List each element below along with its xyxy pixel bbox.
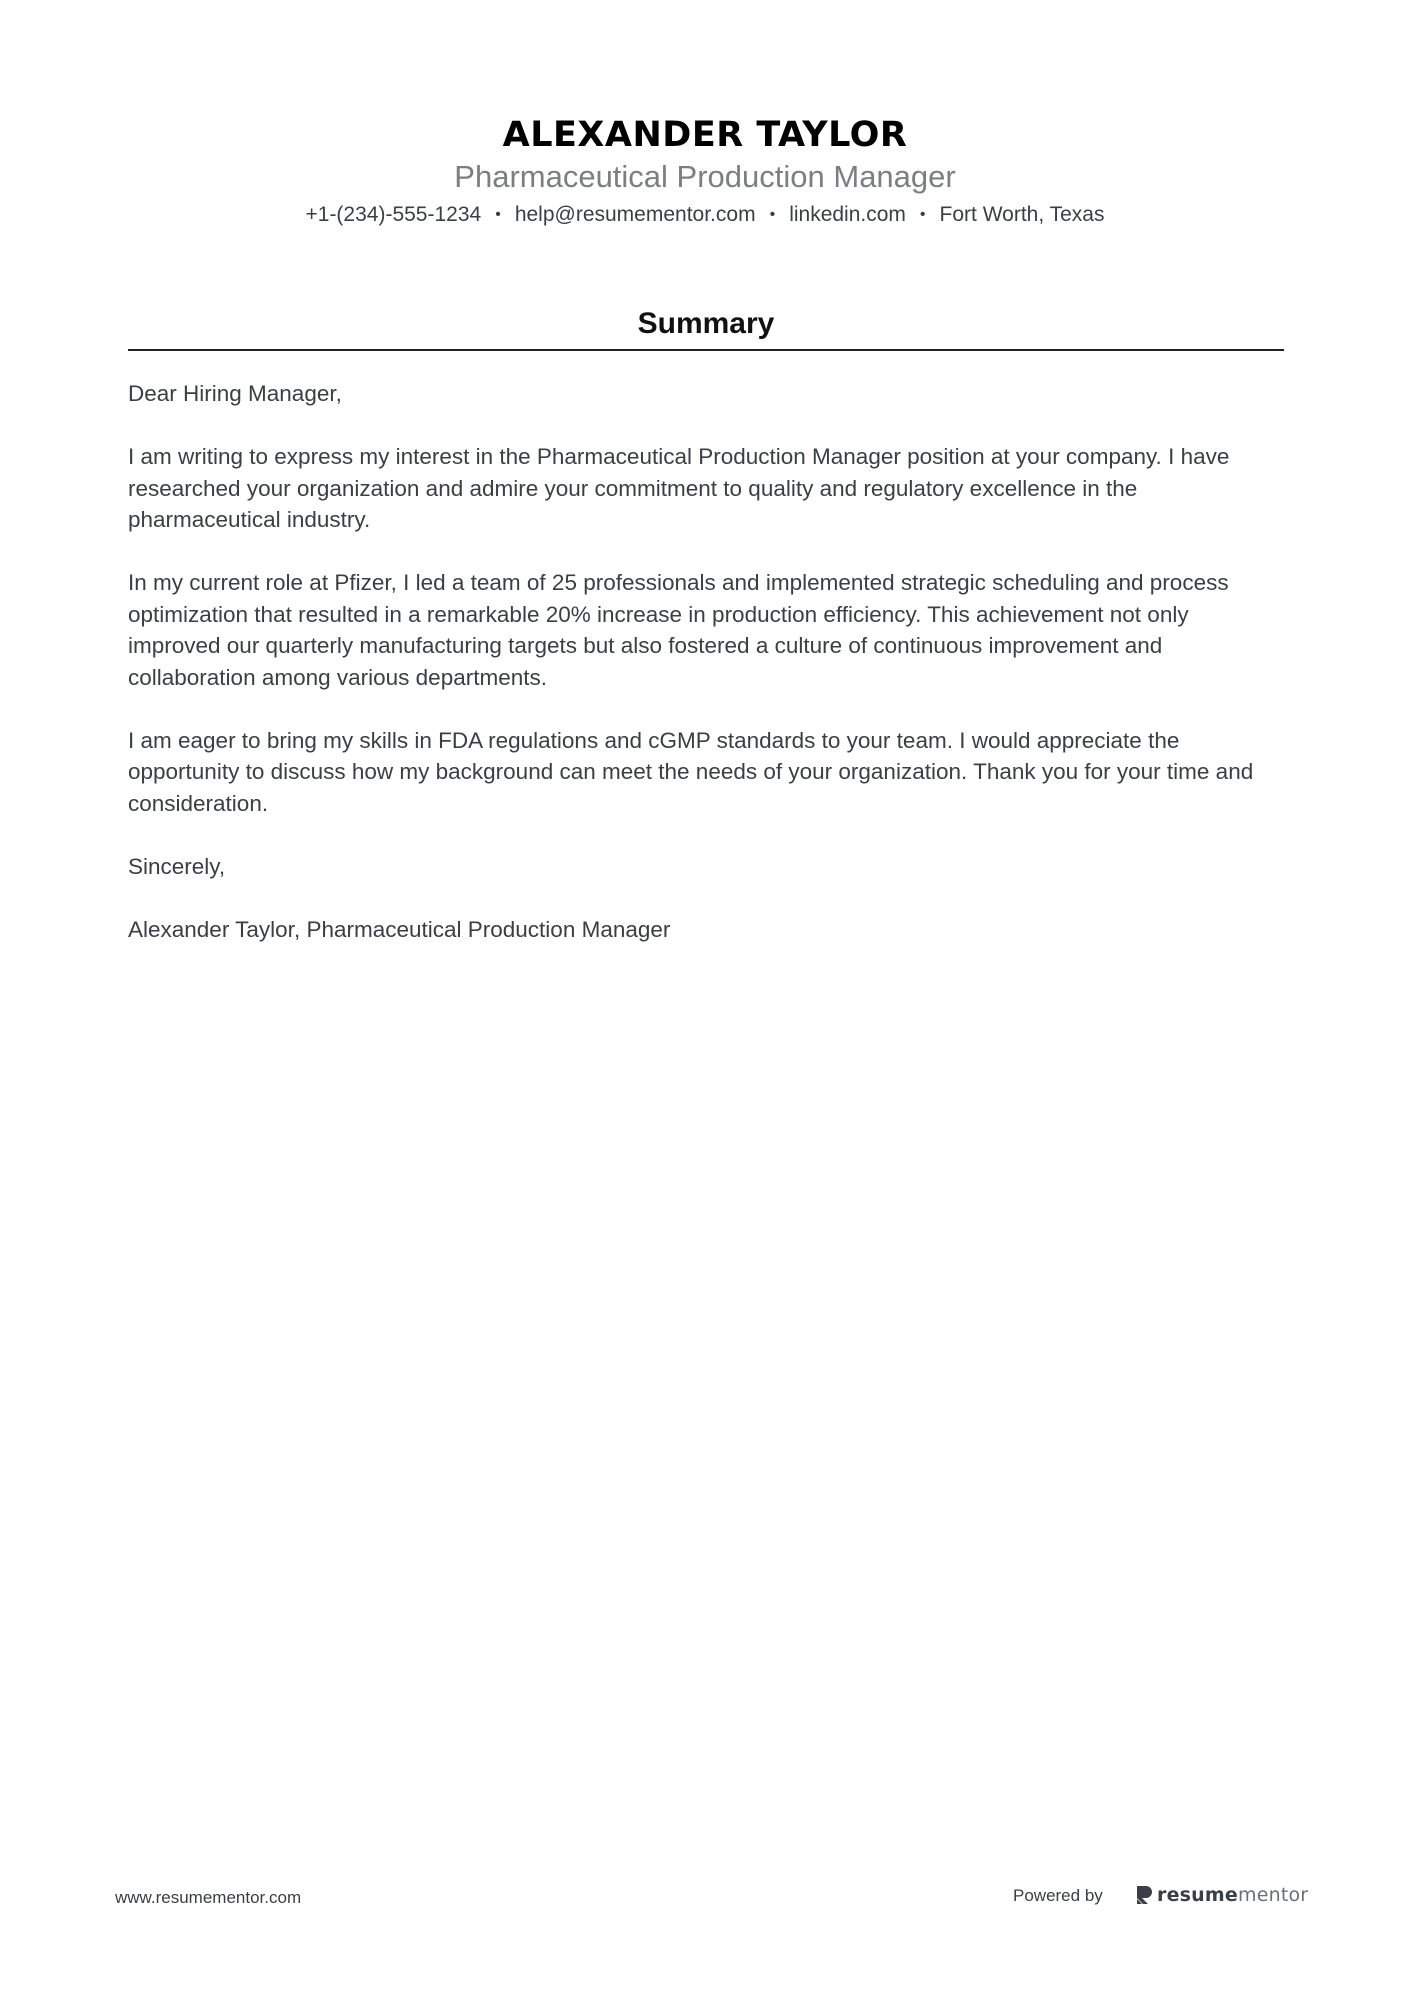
letter-header xyxy=(0,112,1410,230)
brand-wordmark-bold: resume xyxy=(1157,1884,1238,1906)
contact-separator: • xyxy=(769,206,776,223)
brand-logo[interactable] xyxy=(1135,1880,1308,1910)
contact-line xyxy=(0,200,1410,230)
resumementor-logo-icon xyxy=(1135,1884,1153,1906)
letter-paragraph: In my current role at Pfizer, I led a team of 25 professionals and implemented strategic scheduling and process optimization that resulted in a remarkable 20% increase in production efficiency. This achievement not only improved our quarterly manufacturing targets but also fostered a culture of continuous improvement and collaboration among various departments. xyxy=(128,570,1229,690)
letter-body xyxy=(128,378,1284,977)
letter-greeting: Dear Hiring Manager, xyxy=(128,381,342,406)
contact-separator: • xyxy=(495,206,501,223)
letter-closing: Sincerely, xyxy=(128,853,226,879)
contact-separator: • xyxy=(919,206,926,223)
contact-email[interactable]: help@resumementor.com xyxy=(514,203,756,226)
contact-linkedin[interactable]: linkedin.com xyxy=(789,203,906,226)
applicant-name: ALEXANDER TAYLOR xyxy=(502,115,908,155)
brand-wordmark-light: mentor xyxy=(1237,1884,1309,1906)
powered-by-label: Powered by xyxy=(1013,1886,1103,1905)
letter-signature: Alexander Taylor, Pharmaceutical Production Manager xyxy=(128,916,671,942)
section-divider xyxy=(128,349,1284,351)
applicant-role: Pharmaceutical Production Manager xyxy=(454,159,956,194)
footer-website-link[interactable]: www.resumementor.com xyxy=(115,1888,302,1907)
contact-location: Fort Worth, Texas xyxy=(939,203,1105,226)
letter-paragraph: I am eager to bring my skills in FDA regulations and cGMP standards to your team. I would appreciate the opportunity to discuss how my background can meet the needs of your organization. Thank you for your time and consideration. xyxy=(128,727,1254,816)
section-title: Summary xyxy=(637,307,775,340)
contact-phone: +1-(234)-555-1234 xyxy=(305,203,482,226)
letter-paragraph: I am writing to express my interest in the Pharmaceutical Production Manager position at your company. I have researched your organization and admire your commitment to quality and regulatory excellence in the pharmaceutical industry. xyxy=(128,444,1230,532)
brand-wordmark xyxy=(1157,1884,1308,1906)
